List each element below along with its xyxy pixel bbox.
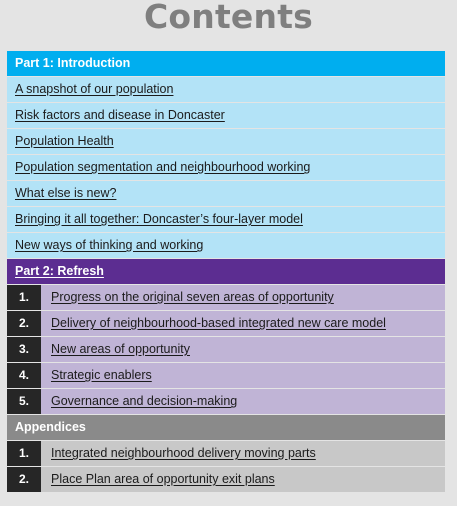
toc-row xyxy=(7,311,445,336)
toc-row xyxy=(7,155,445,180)
toc-link-population-segmentation[interactable]: Population segmentation and neighbourhood working xyxy=(15,160,311,174)
toc-row xyxy=(7,337,445,362)
toc-link-population-snapshot[interactable]: A snapshot of our population xyxy=(15,82,174,96)
toc-row xyxy=(7,129,445,154)
toc-link-exit-plans[interactable]: Place Plan area of opportunity exit plans xyxy=(51,472,275,486)
section-header-label: Part 1: Introduction xyxy=(15,56,131,70)
toc-row xyxy=(7,233,445,258)
toc-link-risk-factors[interactable]: Risk factors and disease in Doncaster xyxy=(15,108,225,122)
toc-link-original-seven-areas[interactable]: Progress on the original seven areas of opportunity xyxy=(51,290,334,304)
toc-link-new-areas-of-opportunity[interactable]: New areas of opportunity xyxy=(51,342,190,356)
toc-row xyxy=(7,77,445,102)
toc-row xyxy=(7,363,445,388)
toc-row xyxy=(7,441,445,466)
toc-link-what-else-is-new[interactable]: What else is new? xyxy=(15,186,117,200)
toc-link-integrated-care-model[interactable]: Delivery of neighbourhood-based integrated new care model xyxy=(51,316,386,330)
toc-row xyxy=(7,181,445,206)
toc-row xyxy=(7,207,445,232)
page-title: Contents xyxy=(143,0,314,36)
toc-link-new-ways-of-working[interactable]: New ways of thinking and working xyxy=(15,238,204,252)
item-number: 1. xyxy=(7,285,41,310)
section-header-appendices xyxy=(7,415,445,440)
toc-link-four-layer-model[interactable]: Bringing it all together: Doncaster’s four-layer model xyxy=(15,212,303,226)
toc-link-neighbourhood-moving-parts[interactable]: Integrated neighbourhood delivery moving parts xyxy=(51,446,316,460)
item-number: 3. xyxy=(7,337,41,362)
toc-row xyxy=(7,389,445,414)
toc-link-governance[interactable]: Governance and decision-making xyxy=(51,394,238,408)
section-header-part-1 xyxy=(7,51,445,76)
toc-link-strategic-enablers[interactable]: Strategic enablers xyxy=(51,368,152,382)
item-number: 4. xyxy=(7,363,41,388)
item-number: 5. xyxy=(7,389,41,414)
toc-row xyxy=(7,103,445,128)
item-number: 1. xyxy=(7,441,41,466)
section-header-label: Appendices xyxy=(15,420,86,434)
section-header-part-2 xyxy=(7,259,445,284)
toc-link-population-health[interactable]: Population Health xyxy=(15,134,114,148)
section-header-link-refresh[interactable]: Part 2: Refresh xyxy=(15,264,104,278)
toc-row xyxy=(7,467,445,492)
item-number: 2. xyxy=(7,467,41,492)
item-number: 2. xyxy=(7,311,41,336)
contents-table xyxy=(7,51,445,493)
toc-row xyxy=(7,285,445,310)
